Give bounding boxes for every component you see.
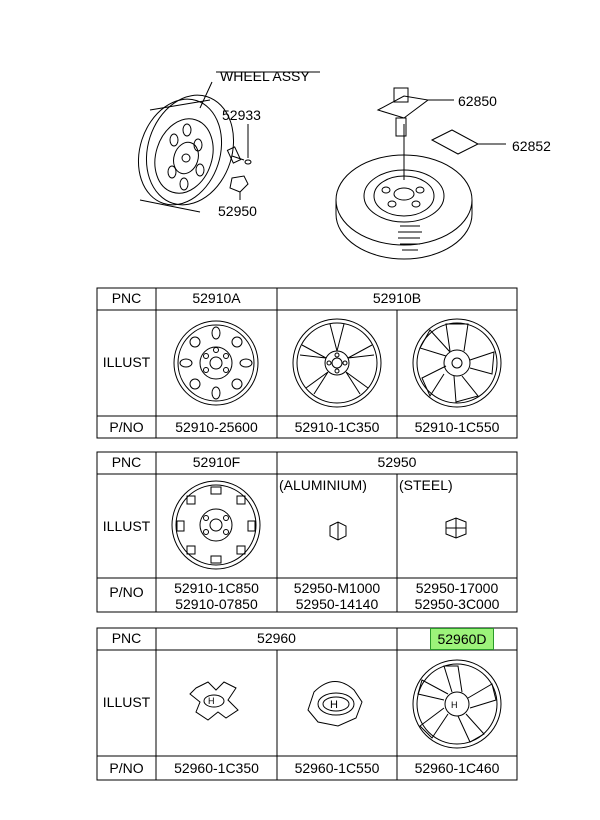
part-number-line: 52950-14140 (295, 596, 379, 612)
row-label-illust: ILLUST (102, 694, 151, 710)
part-number[interactable]: 52910-1C350 (294, 419, 380, 435)
pnc-cell: 52950 (377, 454, 417, 470)
wheel-52910-1C550-illustration (413, 319, 501, 407)
wheel-52910-1C850-illustration (172, 481, 260, 569)
part-number-line: 52950-M1000 (293, 580, 381, 596)
spare-wheel-drawing (336, 88, 506, 259)
cap-52960-1C350-illustration (190, 682, 238, 720)
svg-text:H: H (208, 696, 215, 706)
row-label-pnc: PNC (111, 454, 142, 470)
part-number-line: 52950-3C000 (414, 596, 500, 612)
nut-aluminium-illustration (330, 522, 346, 540)
part-number[interactable]: 52960-1C460 (414, 760, 500, 776)
part-number-line: 52910-07850 (175, 596, 258, 612)
nut-steel-illustration (446, 518, 466, 538)
pnc-cell: 52960 (257, 630, 296, 646)
row-label-pno: P/NO (109, 584, 144, 600)
svg-text:H: H (330, 699, 338, 711)
part-number[interactable]: 52910-25600 (175, 419, 258, 435)
callout-52933: 52933 (222, 107, 261, 123)
cap-52960-1C550-illustration (308, 681, 362, 726)
row-label-pno: P/NO (109, 760, 144, 776)
pnc-cell: 52910A (192, 290, 241, 306)
row-label-pno: P/NO (109, 419, 144, 435)
part-number[interactable] (397, 580, 517, 612)
pnc-cell: 52910F (192, 454, 241, 470)
callout-62852: 62852 (512, 138, 551, 154)
part-number[interactable] (277, 580, 397, 612)
part-number-line: 52910-1C850 (174, 580, 259, 596)
svg-text:H: H (451, 700, 458, 710)
part-number[interactable]: 52910-1C550 (414, 419, 500, 435)
wheel-52910-1C350-illustration (293, 319, 381, 407)
row-label-pnc: PNC (111, 290, 142, 306)
pnc-cell-highlighted[interactable]: 52960D (430, 628, 494, 650)
row-label-illust: ILLUST (102, 518, 151, 534)
wheel-52910-25600-illustration (174, 321, 258, 405)
part-number[interactable]: 52960-1C350 (174, 760, 259, 776)
part-number[interactable]: 52960-1C550 (294, 760, 380, 776)
pnc-cell: 52910B (372, 290, 422, 306)
part-number-line: 52950-17000 (415, 580, 499, 596)
wheel-assy-drawing (125, 72, 320, 216)
wheel-cover-52960-1C460-illustration (413, 660, 501, 748)
row-label-illust: ILLUST (102, 354, 151, 370)
row-label-pnc: PNC (111, 630, 142, 646)
material-label-aluminium: (ALUMINIUM) (279, 477, 367, 493)
part-number[interactable] (156, 580, 277, 612)
callout-62850: 62850 (458, 93, 497, 109)
callout-wheel-assy: WHEEL ASSY (220, 68, 310, 84)
callout-52950: 52950 (218, 203, 257, 219)
material-label-steel: (STEEL) (399, 477, 453, 493)
